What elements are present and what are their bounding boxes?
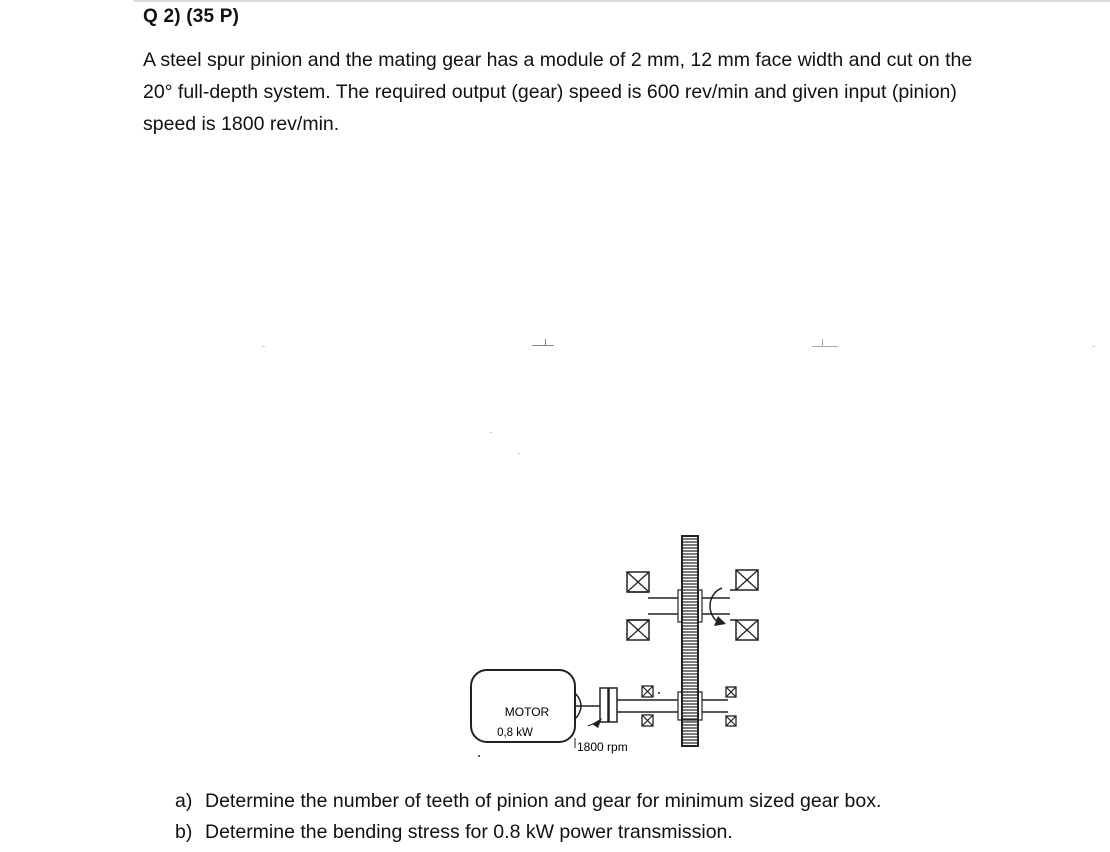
task-text: Determine the bending stress for 0.8 kW power transmission. [205, 821, 733, 843]
task-text: Determine the number of teeth of pinion and gear for minimum sized gear box. [205, 790, 882, 812]
gear [682, 536, 698, 746]
task-list [175, 786, 881, 848]
coupling-half [609, 688, 617, 722]
task-label: a) [175, 790, 193, 812]
coupling-half [600, 688, 608, 722]
scan-speck [490, 432, 492, 433]
scan-speck [518, 453, 520, 454]
bearing-icon [627, 620, 649, 640]
rotation-arrow-icon [592, 718, 602, 728]
question-line: A steel spur pinion and the mating gear has a module of 2 mm, 12 mm face width and cut on the [143, 49, 973, 71]
task-label: b) [175, 821, 193, 843]
question-text [143, 44, 1073, 140]
task-b [175, 817, 881, 848]
gearbox-diagram [460, 530, 780, 765]
motor-power: 0,8 kW [497, 727, 533, 739]
scan-speck [545, 339, 546, 345]
bearing-icon [726, 687, 736, 697]
bearing-icon [627, 572, 649, 592]
scan-speck [532, 345, 554, 346]
scan-speck [262, 346, 265, 347]
question-line: 20° full-depth system. The required output (gear) speed is 600 rev/min and given input (pinion) [143, 81, 957, 103]
bearing-icon [736, 620, 758, 640]
bearing-icon [642, 715, 653, 726]
scan-speck [1092, 346, 1095, 347]
scan-speck [812, 346, 838, 347]
question-line: speed is 1800 rev/min. [143, 113, 340, 135]
top-rule [134, 0, 1110, 2]
task-a [175, 786, 881, 817]
bearing-icon [736, 570, 758, 590]
motor-label: MOTOR [504, 705, 550, 719]
bearing-icon [642, 686, 653, 697]
speed-label: 1800 rpm [577, 740, 628, 754]
bearing-icon [726, 716, 736, 726]
scan-speck [478, 755, 480, 757]
question-title: Q 2) (35 P) [143, 6, 240, 27]
